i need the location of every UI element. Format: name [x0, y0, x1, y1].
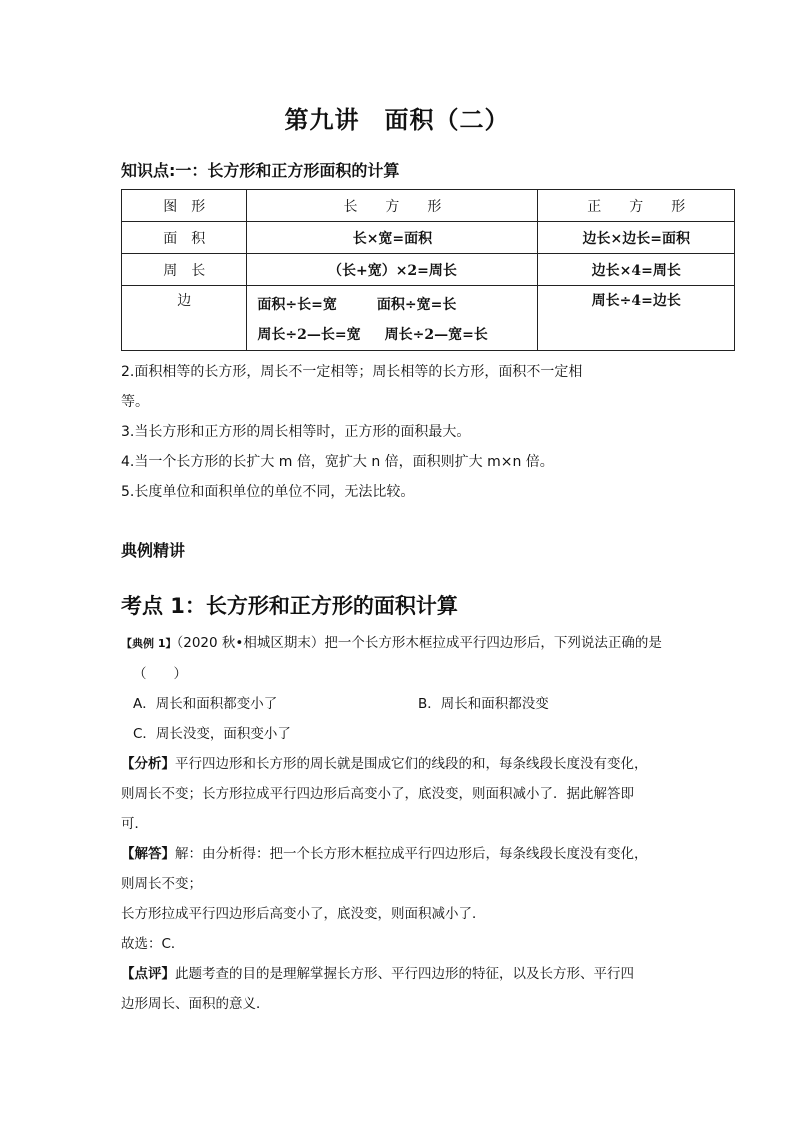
- note-4: 4.当一个长方形的长扩大 m 倍，宽扩大 n 倍，面积则扩大 m×n 倍。: [121, 454, 554, 470]
- note-3: 3.当长方形和正方形的周长相等时，正方形的面积最大。: [121, 424, 471, 440]
- header-square: 正 方 形: [538, 190, 735, 222]
- square-area-formula: 边长×边长=面积: [538, 222, 735, 254]
- rect-width-from-perimeter: 周长÷2—长=宽: [257, 327, 361, 343]
- row-label-edge: 边: [122, 286, 247, 351]
- row-label-perimeter: 周 长: [122, 254, 247, 286]
- rect-edge-line-2: [251, 320, 533, 350]
- note-2-cont: 等。: [121, 394, 149, 410]
- note-5: 5.长度单位和面积单位的单位不同，无法比较。: [121, 484, 415, 500]
- header-shape: 图 形: [122, 190, 247, 222]
- analysis-text-1: 平行四边形和长方形的周长就是围成它们的线段的和，每条线段长度没有变化，: [175, 756, 648, 772]
- option-a: A．周长和面积都变小了: [133, 696, 278, 712]
- rect-edge-formulas: [247, 286, 538, 351]
- example-blank: （ ）: [133, 666, 187, 682]
- analysis-line-1: [121, 749, 691, 779]
- example-block: [121, 628, 691, 1019]
- page-title: 第九讲 面积（二）: [284, 106, 510, 134]
- table-header-row: [122, 190, 735, 222]
- square-edge-formula: 周长÷4=边长: [538, 286, 735, 351]
- table-row-perimeter: [122, 254, 735, 286]
- header-rectangle: 长 方 形: [247, 190, 538, 222]
- solution-tag: 【解答】: [121, 846, 175, 862]
- solution-line-1: [121, 839, 691, 869]
- options-row: [121, 689, 691, 719]
- comment-text-1: 此题考查的目的是理解掌握长方形、平行四边形的特征，以及长方形、平行四: [175, 966, 634, 982]
- solution-text-1: 解：由分析得：把一个长方形木框拉成平行四边形后，每条线段长度没有变化，: [175, 846, 648, 862]
- analysis-tag: 【分析】: [121, 756, 175, 772]
- analysis-line-2: 则周长不变；长方形拉成平行四边形后高变小了，底没变，则面积减小了．据此解答即: [121, 786, 634, 802]
- notes-list: [121, 357, 681, 507]
- example-tag: 【典例 1】: [121, 637, 177, 650]
- rect-length-from-perimeter: 周长÷2—宽=长: [384, 327, 488, 343]
- example-question: [121, 628, 691, 659]
- comment-line-1: [121, 959, 691, 989]
- rect-perimeter-formula: （长+宽）×2=周长: [247, 254, 538, 286]
- knowledge-point-heading: 知识点:一：长方形和正方形面积的计算: [121, 161, 400, 180]
- rect-width-from-area: 面积÷长=宽: [257, 297, 337, 313]
- formula-table: [121, 189, 735, 351]
- exam-point-title: 考点 1：长方形和正方形的面积计算: [121, 594, 458, 618]
- table-row-area: [122, 222, 735, 254]
- rect-edge-line-1: [251, 290, 533, 320]
- row-label-area: 面 积: [122, 222, 247, 254]
- example-question-text: （2020 秋•相城区期末）把一个长方形木框拉成平行四边形后，下列说法正确的是: [176, 635, 662, 651]
- note-2: 2.面积相等的长方形，周长不一定相等；周长相等的长方形，面积不一定相: [121, 364, 583, 380]
- table-row-edge: [122, 286, 735, 351]
- analysis-line-3: 可．: [121, 816, 148, 832]
- solution-line-3: 长方形拉成平行四边形后高变小了，底没变，则面积减小了．: [121, 906, 486, 922]
- rect-area-formula: 长×宽=面积: [247, 222, 538, 254]
- comment-tag: 【点评】: [121, 966, 175, 982]
- section-label: 典例精讲: [121, 541, 186, 560]
- rect-length-from-area: 面积÷宽=长: [376, 297, 457, 313]
- answer-line: 故选：C．: [121, 936, 185, 952]
- solution-line-2: 则周长不变；: [121, 876, 202, 892]
- comment-line-2: 边形周长、面积的意义．: [121, 996, 270, 1012]
- option-b: B．周长和面积都没变: [418, 696, 549, 712]
- option-c: C．周长没变，面积变小了: [133, 726, 291, 742]
- square-perimeter-formula: 边长×4=周长: [538, 254, 735, 286]
